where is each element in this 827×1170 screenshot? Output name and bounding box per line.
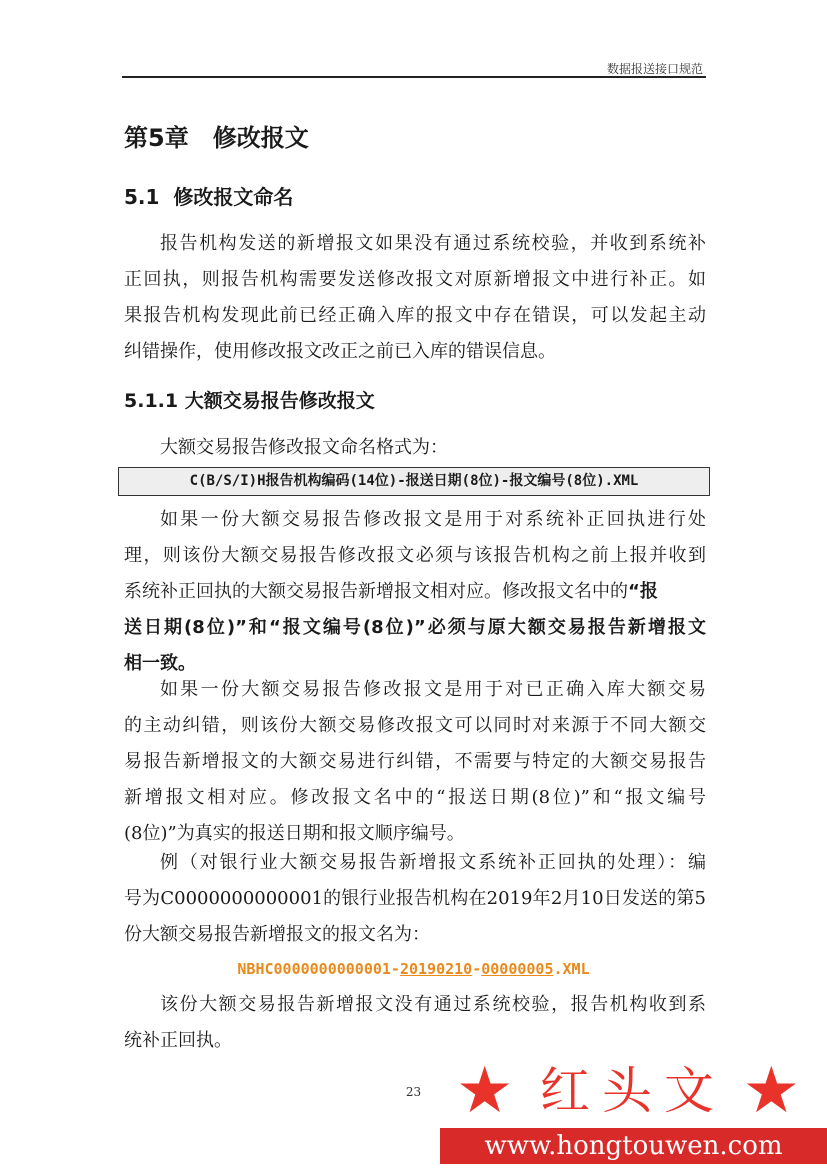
text-line: 统补正回执。 — [124, 1030, 232, 1051]
section-title: 5.1 修改报文命名 — [124, 185, 294, 209]
bold-text: “报 — [628, 581, 658, 602]
example-paragraph — [124, 845, 706, 953]
bold-text-line: 送日期(8位)”和“报文编号(8位)”必须与原大额交易报告新增报文 — [124, 617, 706, 638]
filename-date: 20190210 — [399, 960, 473, 978]
text-line: 果报告机构发现此前已经正确入库的报文中存在错误，可以发起主动 — [124, 305, 706, 326]
intro-paragraph — [124, 226, 706, 370]
text-line: 如果一份大额交易报告修改报文是用于对系统补正回执进行处 — [160, 509, 706, 530]
text-line: 如果一份大额交易报告修改报文是用于对已正确入库大额交易 — [160, 679, 706, 700]
filename-sequence: 00000005 — [481, 960, 554, 978]
text-line: 份大额交易报告新增报文的报文名为： — [124, 924, 430, 945]
filename-prefix: NBHC0000000000001- — [237, 960, 400, 978]
filename-separator: - — [472, 960, 482, 978]
text-line: 的主动纠错，则该份大额交易修改报文可以同时对来源于不同大额交 — [124, 715, 706, 736]
format-intro — [124, 430, 706, 466]
bold-text-line: 相一致。 — [124, 653, 196, 674]
text-line: 该份大额交易报告新增报文没有通过系统校验，报告机构收到系 — [160, 994, 706, 1015]
text-line: 大额交易报告修改报文命名格式为： — [160, 437, 448, 458]
watermark-logo — [456, 1054, 800, 1128]
text-line: 号为C0000000000001的银行业报告机构在2019年2月10日发送的第5 — [124, 888, 706, 909]
star-icon: ★ — [456, 1054, 514, 1128]
filename-format-box: C(B/S/I)H报告机构编码(14位)-报送日期(8位)-报文编号(8位).XML — [118, 467, 710, 496]
text-line — [124, 574, 706, 610]
text-line: 报告机构发送的新增报文如果没有通过系统校验，并收到系统补 — [160, 233, 706, 254]
page-number: 23 — [405, 1085, 422, 1099]
filename-extension: .XML — [553, 960, 590, 978]
text-line: 新增报文相对应。修改报文名中的“报送日期(8位)”和“报文编号 — [124, 787, 706, 808]
text-line: 正回执，则报告机构需要发送修改报文对原新增报文中进行补正。如 — [124, 269, 706, 290]
paragraph-correction-receipt — [124, 502, 706, 682]
text-line: (8位)”为真实的报送日期和报文顺序编号。 — [124, 823, 465, 844]
paragraph-active-correction — [124, 672, 706, 852]
subsection-title: 5.1.1 大额交易报告修改报文 — [124, 390, 375, 412]
chapter-title: 第5章 修改报文 — [124, 124, 309, 152]
text-line: 例（对银行业大额交易报告新增报文系统补正回执的处理）：编 — [160, 852, 706, 873]
text-line: 易报告新增报文的大额交易进行纠错，不需要与特定的大额交易报告 — [124, 751, 706, 772]
text-line: 理，则该份大额交易报告修改报文必须与该报告机构之前上报并收到 — [124, 545, 706, 566]
running-header: 数据报送接口规范 — [606, 62, 703, 76]
watermark-text: 红头文 — [540, 1062, 726, 1120]
example-filename — [0, 956, 827, 982]
text-span: 系统补正回执的大额交易报告新增报文相对应。修改报文名中的 — [124, 581, 628, 602]
star-icon: ★ — [742, 1054, 800, 1128]
text-line: 纠错操作，使用修改报文改正之前已入库的错误信息。 — [124, 341, 556, 362]
header-rule — [122, 76, 706, 78]
watermark-url: www.hongtouwen.com — [440, 1128, 827, 1164]
closing-paragraph — [124, 987, 706, 1059]
